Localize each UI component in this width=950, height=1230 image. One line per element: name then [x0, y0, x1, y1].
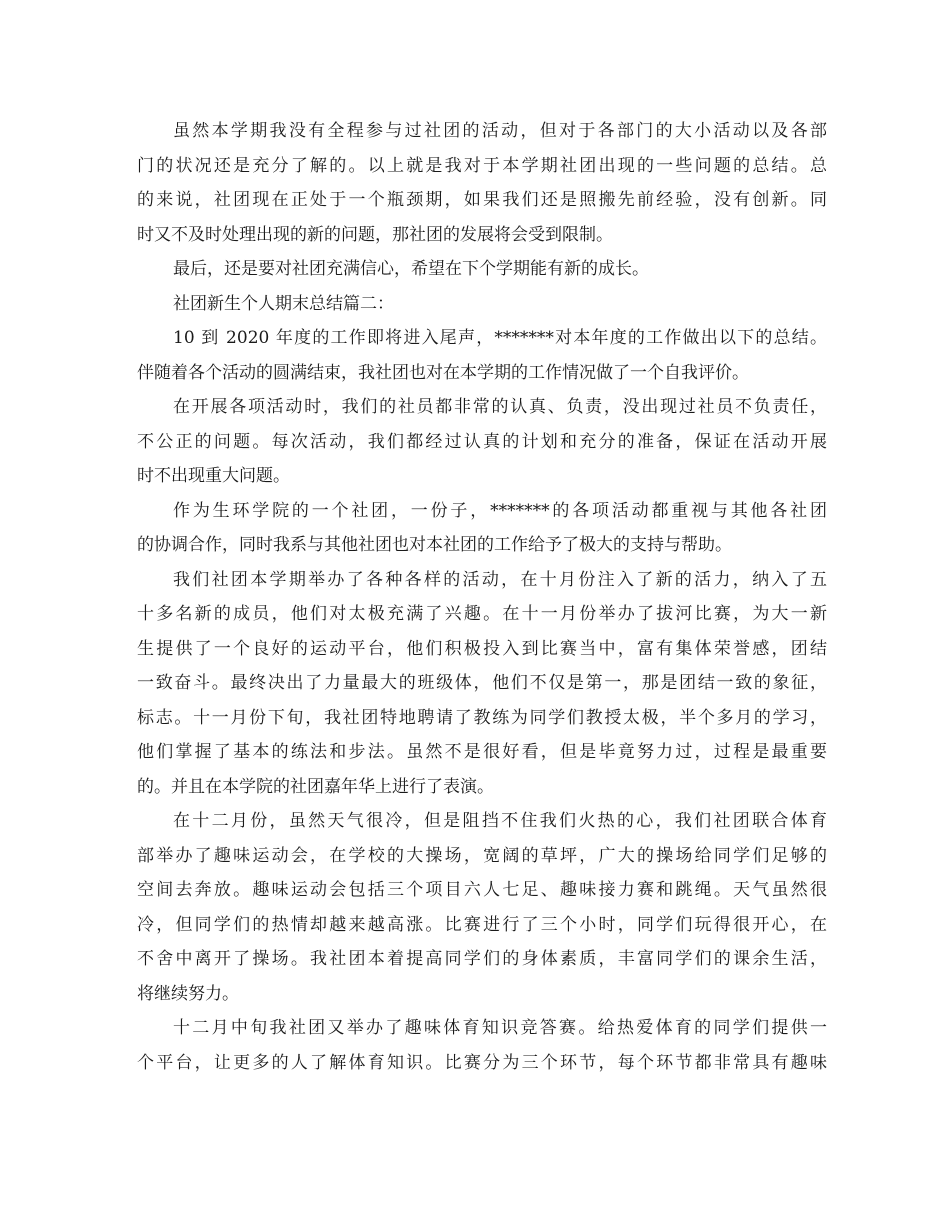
- text-line: 10 到 2020 年度的工作即将进入尾声，*******对本年度的工作做出以下的总结。: [173, 328, 827, 348]
- text-line: 最后，还是要对社团充满信心，希望在下个学期能有新的成长。: [173, 259, 649, 279]
- text-line: 将继续努力。: [137, 983, 239, 1004]
- text-line: 个平台，让更多的人了解体育知识。比赛分为三个环节，每个环节都非常具有趣味: [137, 1052, 827, 1073]
- text-line: 我们社团本学期举办了各种各样的活动，在十月份注入了新的活力，纳入了五: [173, 569, 827, 590]
- text-line: 不公正的问题。每次活动，我们都经过认真的计划和充分的准备，保证在活动开展: [137, 431, 827, 452]
- text-line: 十多名新的成员，他们对太极充满了兴趣。在十一月份举办了拔河比赛，为大一新: [137, 604, 827, 624]
- text-line: 一致奋斗。最终决出了力量最大的班级体，他们不仅是第一，那是团结一致的象征，: [137, 673, 827, 693]
- text-line: 冷，但同学们的热情却越来越高涨。比赛进行了三个小时，同学们玩得很开心，在: [137, 914, 827, 935]
- text-line: 虽然本学期我没有全程参与过社团的活动，但对于各部门的大小活动以及各部: [173, 121, 827, 141]
- text-line: 他们掌握了基本的练法和步法。虽然不是很好看，但是毕竟努力过，过程是最重要: [137, 742, 827, 762]
- text-line: 在十二月份，虽然天气很冷，但是阻挡不住我们火热的心，我们社团联合体育: [173, 811, 827, 831]
- text-line: 伴随着各个活动的圆满结束，我社团也对在本学期的工作情况做了一个自我评价。: [137, 362, 749, 383]
- text-line: 十二月中旬我社团又举办了趣味体育知识竞答赛。给热爱体育的同学们提供一: [173, 1018, 827, 1038]
- text-line: 不舍中离开了操场。我社团本着提高同学们的身体素质，丰富同学们的课余生活，: [137, 949, 827, 969]
- text-line: 的来说，社团现在正处于一个瓶颈期，如果我们还是照搬先前经验，没有创新。同: [137, 190, 827, 210]
- text-line: 社团新生个人期末总结篇二：: [173, 293, 394, 314]
- text-line: 在开展各项活动时，我们的社员都非常的认真、负责，没出现过社员不负责任，: [173, 397, 827, 417]
- text-line: 时不出现重大问题。: [137, 466, 290, 486]
- text-line: 部举办了趣味运动会，在学校的大操场，宽阔的草坪，广大的操场给同学们足够的: [137, 845, 827, 866]
- text-line: 门的状况还是充分了解的。以上就是我对于本学期社团出现的一些问题的总结。总: [137, 155, 827, 176]
- text-line: 的。并且在本学院的社团嘉年华上进行了表演。: [137, 776, 494, 797]
- document-body: [137, 114, 827, 1080]
- text-line: 标志。十一月份下旬，我社团特地聘请了教练为同学们教授太极，半个多月的学习，: [137, 707, 827, 728]
- text-line: 时又不及时处理出现的新的问题，那社团的发展将会受到限制。: [137, 224, 613, 245]
- text-line: 生提供了一个良好的运动平台，他们积极投入到比赛当中，富有集体荣誉感，团结: [137, 638, 827, 659]
- text-line: 作为生环学院的一个社团，一份子，*******的各项活动都重视与其他各社团: [173, 500, 827, 521]
- text-line: 空间去奔放。趣味运动会包括三个项目六人七足、趣味接力赛和跳绳。天气虽然很: [137, 880, 827, 900]
- text-line: 的协调合作，同时我系与其他社团也对本社团的工作给予了极大的支持与帮助。: [137, 535, 732, 555]
